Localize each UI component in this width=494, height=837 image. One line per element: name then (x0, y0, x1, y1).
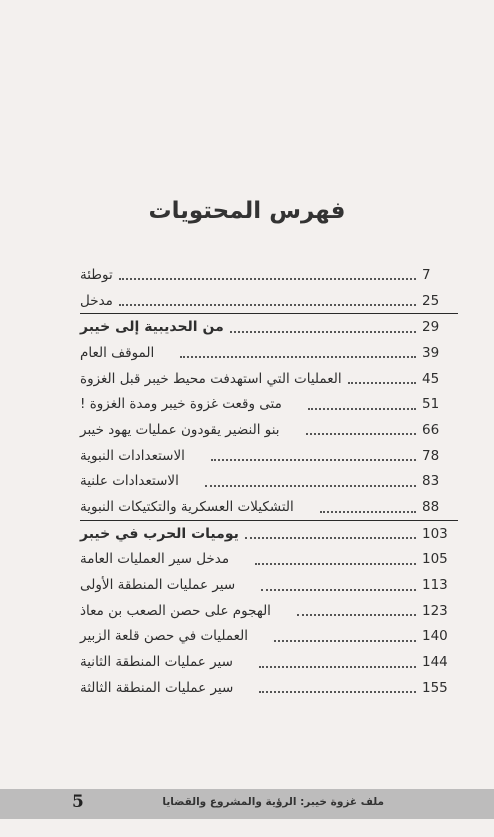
toc-entry-2 (80, 288, 458, 315)
page-footer (0, 789, 494, 819)
toc-entry-page: 45 (422, 370, 440, 387)
toc-entry-page: 155 (422, 679, 448, 696)
toc-entry-label: مدخل (80, 292, 113, 309)
toc-entry-label: الاستعدادات علنية (80, 473, 179, 490)
dot-leader (230, 330, 416, 333)
toc-section-label: يوميات الحرب في خيبر (80, 525, 239, 542)
dot-leader (320, 510, 416, 513)
toc-entry-page: 88 (422, 499, 440, 516)
toc-entry-4 (80, 340, 458, 366)
page-title: فهرس المحتويات (148, 198, 346, 224)
toc-entry-page: 123 (422, 602, 448, 619)
dot-leader (255, 562, 416, 565)
toc-entry-15 (80, 624, 458, 650)
dot-leader (259, 690, 416, 693)
toc-entry-16 (80, 649, 458, 675)
toc-entry-label: مدخل سير العمليات العامة (80, 551, 230, 568)
toc-entry-label: العمليات في حصن قلعة الزبير (80, 628, 249, 645)
toc-entry-7 (80, 417, 458, 443)
toc-entry-page: 144 (422, 654, 448, 671)
footer-page-number: 5 (72, 792, 84, 812)
toc-entry-label: سير عمليات المنطقة الأولى (80, 577, 236, 594)
toc-entry-14 (80, 598, 458, 624)
dot-leader (348, 381, 416, 384)
toc-entry-page: 103 (422, 525, 448, 542)
toc-entry-page: 7 (422, 266, 431, 283)
toc-entry-9 (80, 469, 458, 495)
toc-entry-page: 83 (422, 473, 440, 490)
toc-entry-label: التشكيلات العسكرية والتكتيكات النبوية (80, 499, 294, 516)
dot-leader (259, 665, 416, 668)
toc-entry-label: سير عمليات المنطقة الثالثة (80, 679, 234, 696)
toc-entry-3 (80, 314, 458, 340)
toc-entry-5 (80, 366, 458, 392)
dot-leader (297, 613, 416, 616)
dot-leader (211, 458, 416, 461)
toc-entry-label: الموقف العام (80, 344, 155, 361)
toc-entry-label: العمليات التي استهدفت محيط خيبر قبل الغزوة (80, 370, 342, 387)
toc-entry-page: 25 (422, 292, 440, 309)
toc-entry-page: 78 (422, 447, 440, 464)
toc-entry-label: توطئة (80, 266, 113, 283)
toc-entry-page: 140 (422, 628, 448, 645)
dot-leader (180, 355, 416, 358)
dot-leader (306, 432, 416, 435)
toc-entry-17 (80, 675, 458, 701)
toc-entry-12 (80, 547, 458, 573)
dot-leader (245, 536, 416, 539)
toc-section-label: من الحديبية إلى خيبر (80, 319, 224, 336)
toc-entry-8 (80, 443, 458, 469)
dot-leader (274, 639, 416, 642)
dot-leader (308, 407, 416, 410)
toc-entry-page: 29 (422, 319, 440, 336)
toc-entry-6 (80, 391, 458, 417)
footer-running-title: ملف غزوة خيبر: الرؤية والمشروع والقضايا (162, 796, 384, 808)
dot-leader (119, 277, 416, 280)
toc-entry-label: الهجوم على حصن الصعب بن معاذ (80, 602, 271, 619)
toc-entry-label: سير عمليات المنطقة الثانية (80, 654, 233, 671)
table-of-contents (80, 262, 458, 701)
toc-entry-label: الاستعدادات النبوية (80, 447, 185, 464)
toc-entry-page: 39 (422, 344, 440, 361)
dot-leader (119, 303, 416, 306)
toc-entry-1 (80, 262, 458, 288)
toc-entry-11 (80, 521, 458, 547)
toc-entry-page: 105 (422, 551, 448, 568)
toc-entry-label: بنو النضير يقودون عمليات يهود خيبر (80, 421, 280, 438)
toc-entry-13 (80, 572, 458, 598)
dot-leader (205, 484, 416, 487)
toc-entry-10 (80, 494, 458, 521)
dot-leader (261, 588, 416, 591)
toc-entry-label: متى وقعت غزوة خيبر ومدة الغزوة ! (80, 396, 282, 413)
toc-entry-page: 113 (422, 577, 448, 594)
toc-entry-page: 66 (422, 421, 440, 438)
toc-entry-page: 51 (422, 396, 440, 413)
